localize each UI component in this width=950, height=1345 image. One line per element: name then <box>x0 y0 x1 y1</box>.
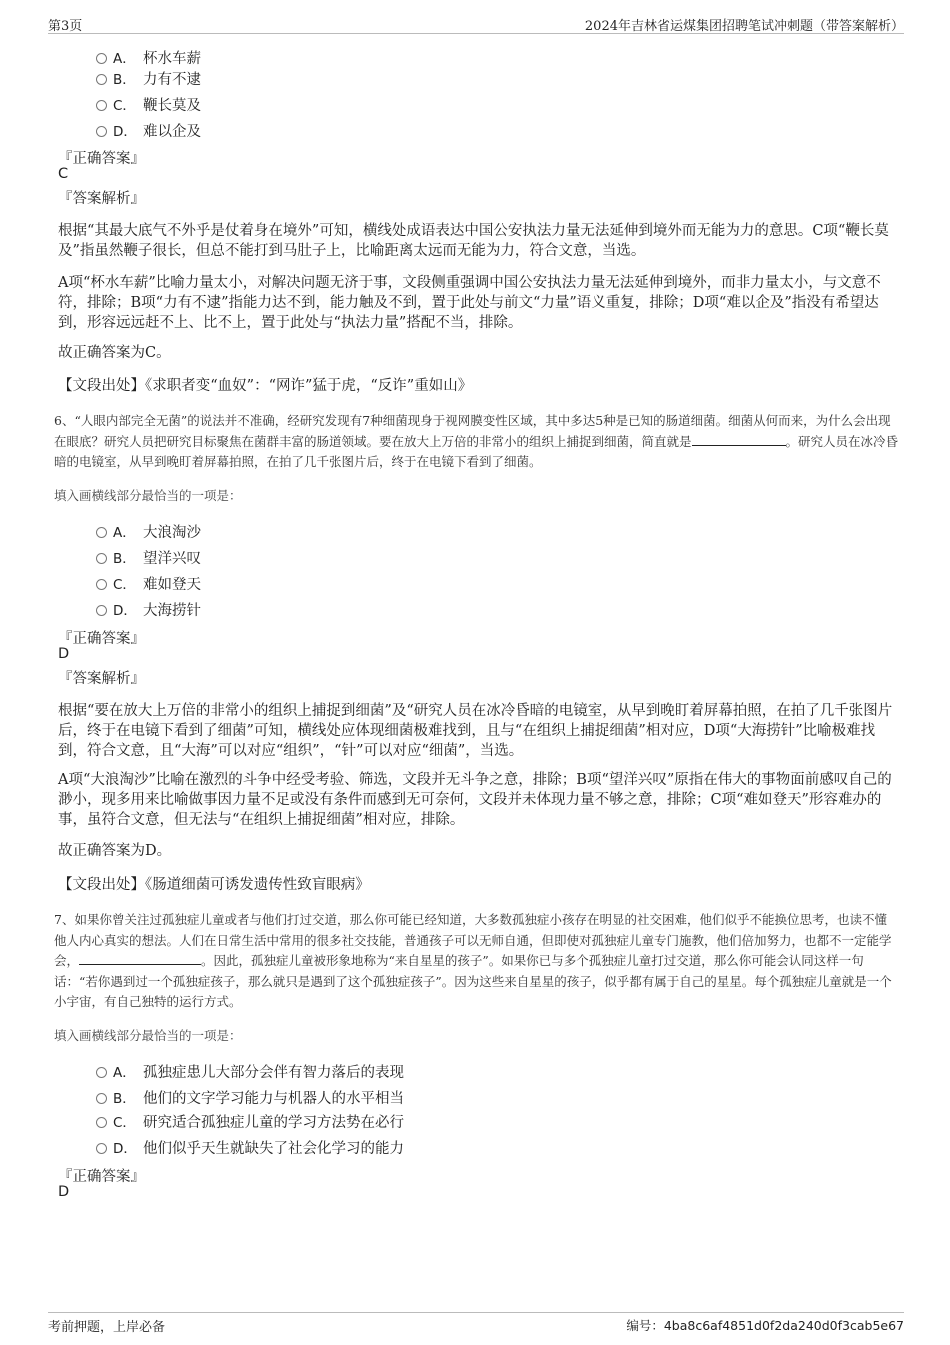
q6-answer: D <box>58 646 70 662</box>
q5-source: 【文段出处】《求职者变“血奴”：“网诈”猛于虎，“反诈”重如山》 <box>58 378 473 394</box>
radio-icon[interactable] <box>96 126 107 137</box>
q6-option-a[interactable]: A． 大浪淘沙 <box>96 521 201 543</box>
answer-blank <box>692 434 786 446</box>
q6-answer-label: 『正确答案』 <box>58 631 145 647</box>
q5-analysis-label: 『答案解析』 <box>58 191 145 207</box>
q7-answer: D <box>58 1184 70 1200</box>
q6-option-b[interactable]: B． 望洋兴叹 <box>96 547 201 569</box>
q5-option-a[interactable]: A． 杯水车薪 <box>96 47 201 69</box>
footer-code: 编号：4ba8c6af4851d0f2da240d0f3cab5e67 <box>626 1318 904 1333</box>
radio-icon[interactable] <box>96 74 107 85</box>
radio-icon[interactable] <box>96 605 107 616</box>
q7-option-c[interactable]: C． 研究适合孤独症儿童的学习方法势在必行 <box>96 1111 404 1133</box>
radio-icon[interactable] <box>96 1093 107 1104</box>
q6-hint: 填入画横线部分最恰当的一项是： <box>54 488 242 503</box>
radio-icon[interactable] <box>96 1117 107 1128</box>
radio-icon[interactable] <box>96 579 107 590</box>
radio-icon[interactable] <box>96 53 107 64</box>
page-number: 第3页 <box>48 19 83 34</box>
q5-answer-label: 『正确答案』 <box>58 151 145 167</box>
footer-slogan: 考前押题，上岸必备 <box>48 1320 166 1335</box>
document-title: 2024年吉林省运煤集团招聘笔试冲刺题（带答案解析） <box>584 19 904 34</box>
radio-icon[interactable] <box>96 553 107 564</box>
radio-icon[interactable] <box>96 100 107 111</box>
radio-icon[interactable] <box>96 1143 107 1154</box>
q5-option-d[interactable]: D． 难以企及 <box>96 120 201 142</box>
q5-option-c[interactable]: C． 鞭长莫及 <box>96 94 201 116</box>
page-footer <box>48 1312 904 1334</box>
q5-analysis-p1: 根据“其最大底气不外乎是仗着身在境外”可知，横线处成语表达中国公安执法力量无法延伸到境外而无能为力的意思。C项“鞭长莫及”指虽然鞭子很长，但总不能打到马肚子上，比喻距离太远而无能为力，符合文意，当选。 <box>58 223 889 259</box>
q6-option-c[interactable]: C． 难如登天 <box>96 573 201 595</box>
answer-blank <box>79 953 201 965</box>
radio-icon[interactable] <box>96 527 107 538</box>
q7-question: 7、如果你曾关注过孤独症儿童或者与他们打过交道，那么你可能已经知道，大多数孤独症小孩存在明显的社交困难，他们似乎不能换位思考，也读不懂他人内心真实的想法。人们在日常生活中常用的很多社交技能，普通孩子可以无师自通，但即使对孤独症儿童专门施教，他们倍加努力，也都不一定能学会， 。因此，孤独症儿童被形象地称为“来自星星的孩子”。如果你已与多个孤独症儿童打过交道，那么你可能会认同这样一句话：“若你遇到过一个孤独症孩子，那么就只是遇到了这个孤独症孩子”。因为这些来自星星的孩子，似乎都有属于自己的星星。每个孤独症儿童就是一个小宇宙，有自己独特的运行方式。 <box>54 912 892 1009</box>
q7-option-d[interactable]: D． 他们似乎天生就缺失了社会化学习的能力 <box>96 1137 404 1159</box>
q6-conclusion: 故正确答案为D。 <box>58 843 172 859</box>
q6-analysis-label: 『答案解析』 <box>58 671 145 687</box>
q6-option-d[interactable]: D． 大海捞针 <box>96 599 201 621</box>
q7-hint: 填入画横线部分最恰当的一项是： <box>54 1028 242 1043</box>
q7-option-b[interactable]: B． 他们的文字学习能力与机器人的水平相当 <box>96 1087 404 1109</box>
page-header <box>48 14 904 34</box>
q6-source: 【文段出处】《肠道细菌可诱发遗传性致盲眼病》 <box>58 877 370 893</box>
q5-answer: C <box>58 166 69 182</box>
q7-answer-label: 『正确答案』 <box>58 1169 145 1185</box>
radio-icon[interactable] <box>96 1067 107 1078</box>
q6-analysis-p2: A项“大浪淘沙”比喻在激烈的斗争中经受考验、筛选，文段并无斗争之意，排除；B项“望洋兴叹”原指在伟大的事物面前感叹自己的渺小，现多用来比喻做事因力量不足或没有条件而感到无可奈何，文段并未体现力量不够之意，排除；C项“难如登天”形容难办的事，虽符合文意，但无法与“在组织上捕捉细菌”相对应，排除。 <box>58 772 892 828</box>
q6-analysis-p1: 根据“要在放大上万倍的非常小的组织上捕捉到细菌”及“研究人员在冰冷昏暗的电镜室，从早到晚盯着屏幕拍照，在拍了几千张图片后，终于在电镜下看到了细菌”可知，横线处应体现细菌极难找到，且与“在组织上捕捉细菌”相对应，D项“大海捞针”比喻极难找到，符合文意，且“大海”可以对应“组织”，“针”可以对应“细菌”，当选。 <box>58 703 893 759</box>
q5-option-b[interactable]: B． 力有不逮 <box>96 68 201 90</box>
q7-option-a[interactable]: A． 孤独症患儿大部分会伴有智力落后的表现 <box>96 1061 404 1083</box>
q5-conclusion: 故正确答案为C。 <box>58 345 171 361</box>
q5-analysis-p2: A项“杯水车薪”比喻力量太小，对解决问题无济于事，文段侧重强调中国公安执法力量无法延伸到境外，而非力量太小，与文意不符，排除；B项“力有不逮”指能力达不到，能力触及不到，置于此处与前文“力量”语义重复，排除；D项“难以企及”指没有希望达到，形容远远赶不上、比不上，置于此处与“执法力量”搭配不当，排除。 <box>58 275 881 331</box>
q6-question: 6、“人眼内部完全无菌”的说法并不准确，经研究发现有7种细菌现身于视网膜变性区域，其中多达5种是已知的肠道细菌。细菌从何而来，为什么会出现在眼底？研究人员把研究目标聚焦在菌群丰富的肠道领域。要在放大上万倍的非常小的组织上捕捉到细菌，简直就是 。研究人员在冰冷昏暗的电镜室，从早到晚盯着屏幕拍照，在拍了几千张图片后，终于在电镜下看到了细菌。 <box>54 413 899 469</box>
